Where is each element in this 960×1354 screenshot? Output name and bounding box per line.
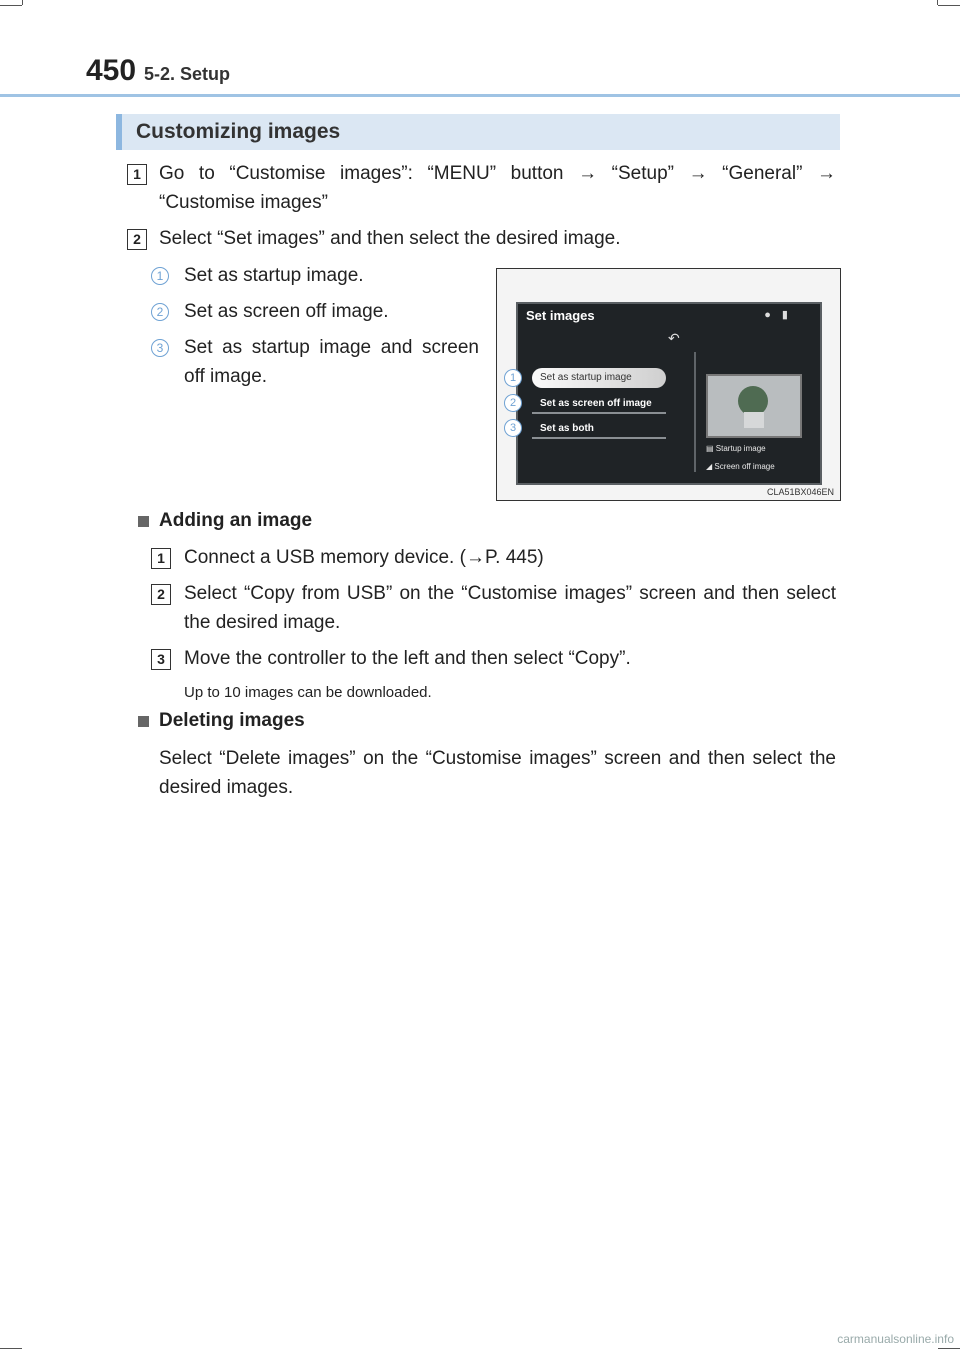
image-preview: [706, 374, 802, 438]
screen-title: Set images: [526, 308, 595, 323]
crop-mark: [938, 1348, 960, 1349]
step-number: 3: [151, 649, 171, 670]
menu-divider: [694, 352, 696, 472]
menu-item-set-screen-off[interactable]: Set as screen off image: [532, 394, 666, 414]
menu-item-set-startup[interactable]: Set as startup image: [532, 368, 666, 388]
crop-mark: [0, 1348, 22, 1349]
pot-image-icon: [744, 412, 764, 428]
bullet-square-icon: [138, 716, 149, 727]
step-text: Move the controller to the left and then select “Copy”.: [184, 648, 631, 669]
step-text: Go to “Customise images”: “MENU” button → “Setup” → “General” → “Customise images”: [159, 163, 836, 213]
crop-mark: [937, 0, 938, 5]
page-number: 450: [86, 54, 137, 87]
subheading-deleting: Deleting images: [159, 710, 305, 731]
step-number: 2: [127, 229, 147, 250]
step-text: Connect a USB memory device. (→P. 445): [184, 547, 544, 568]
legend-screen-off-label: Screen off image: [714, 462, 775, 471]
step-number: 1: [151, 548, 171, 569]
option-text: Set as startup image and screen off image.: [184, 337, 479, 387]
step-number: 1: [127, 164, 147, 185]
crop-mark: [938, 5, 960, 6]
option-text: Set as startup image.: [184, 265, 364, 286]
screen-illustration: [496, 268, 841, 501]
subheading-adding: Adding an image: [159, 510, 313, 531]
legend-screen-off: ◢ Screen off image: [706, 462, 775, 471]
option-text: Set as screen off image.: [184, 301, 389, 322]
crop-mark: [0, 5, 22, 6]
section-heading-bar: [116, 114, 840, 150]
illustration-code: CLA51BX046EN: [766, 487, 834, 497]
bullet-square-icon: [138, 516, 149, 527]
watermark-text: carmanualsonline.info: [837, 1332, 954, 1346]
legend-startup: ▤ Startup image: [706, 444, 766, 453]
back-icon: ↶: [668, 330, 680, 346]
section-label: 5-2. Setup: [144, 64, 231, 84]
display-screen: [516, 302, 822, 485]
section-title: Customizing images: [136, 120, 341, 143]
status-icons: ● ▮: [764, 309, 792, 321]
option-number: 2: [151, 303, 169, 321]
crop-mark: [22, 0, 23, 5]
callout-number: 3: [504, 419, 522, 437]
option-number: 1: [151, 267, 169, 285]
step-text: Select “Copy from USB” on the “Customise images” screen and then select the desired image.: [184, 583, 836, 633]
header-divider: [0, 94, 960, 97]
step-number: 2: [151, 584, 171, 605]
note-text: Up to 10 images can be downloaded.: [184, 684, 432, 701]
callout-number: 1: [504, 369, 522, 387]
step-text: Select “Set images” and then select the desired image.: [159, 228, 621, 249]
callout-number: 2: [504, 394, 522, 412]
menu-item-set-both[interactable]: Set as both: [532, 419, 666, 439]
body-text: Select “Delete images” on the “Customise images” screen and then select the desired images.: [159, 748, 836, 798]
legend-startup-label: Startup image: [715, 444, 766, 453]
option-number: 3: [151, 339, 169, 357]
